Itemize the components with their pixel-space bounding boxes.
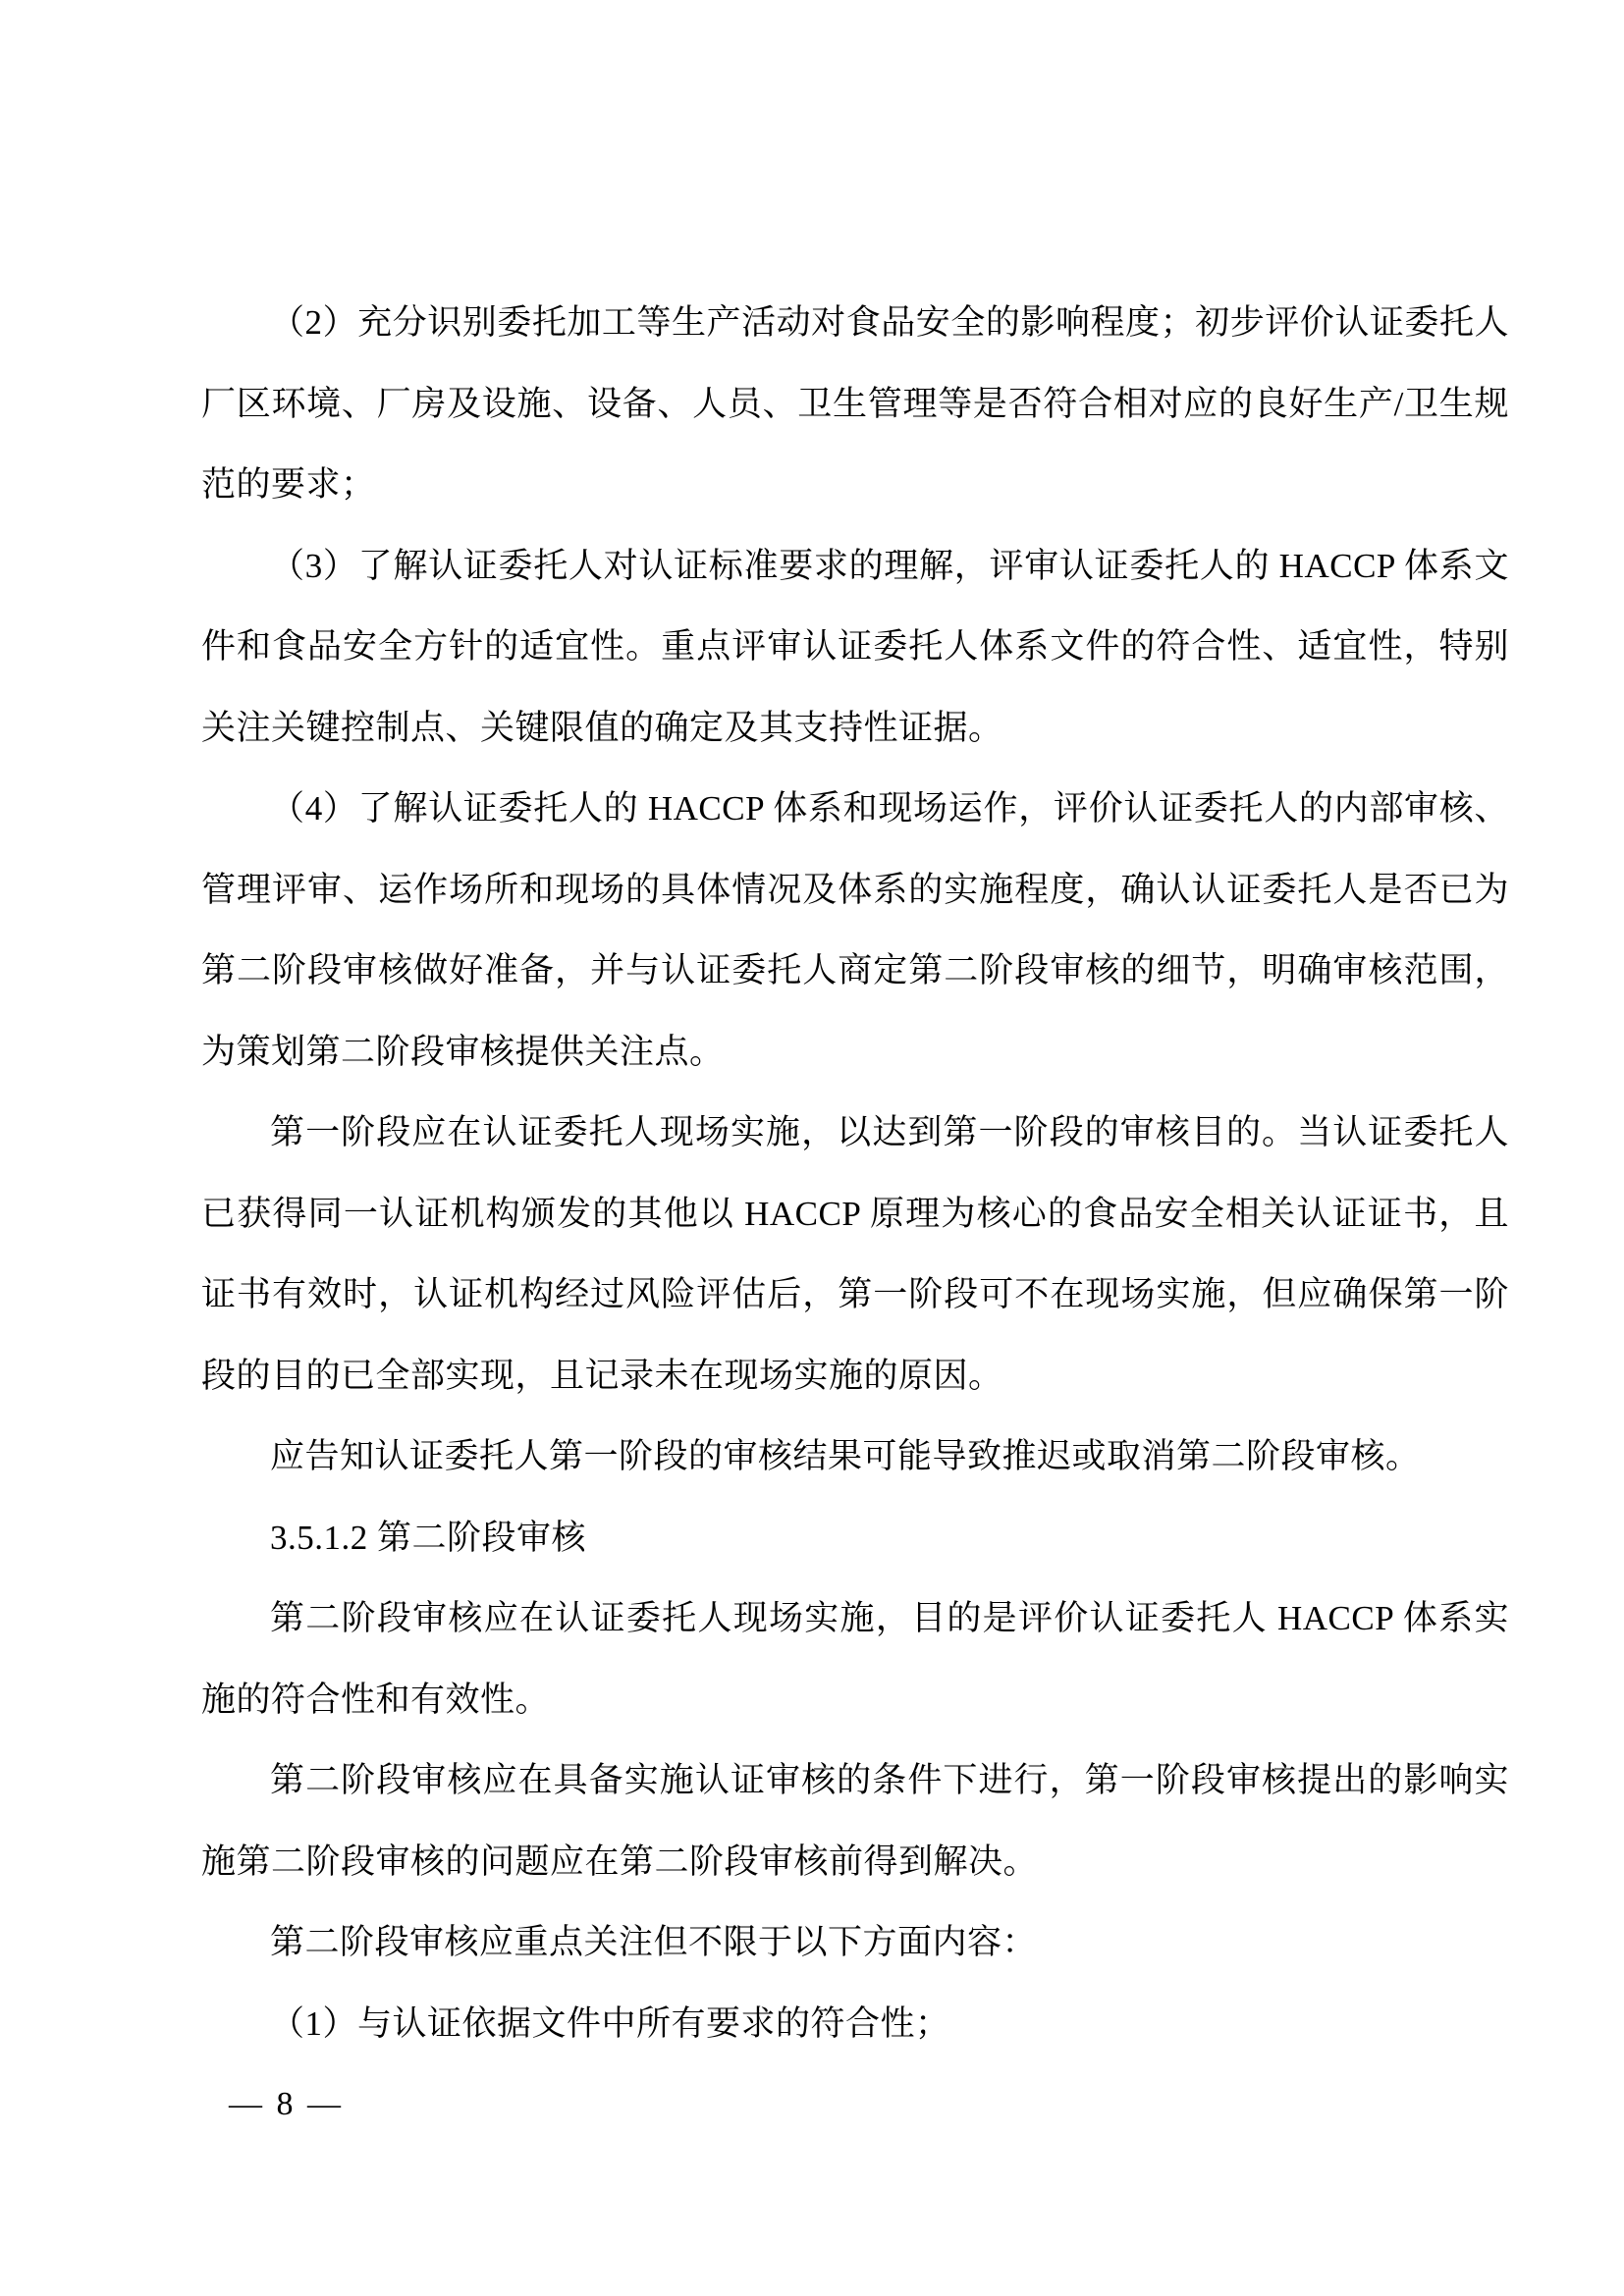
paragraph-item-3-haccp-documents: （3）了解认证委托人对认证标准要求的理解，评审认证委托人的 HACCP 体系文件和食品安全方针的适宜性。重点评审认证委托人体系文件的符合性、适宜性，特别关注关键控制点、关键限值的确定及其支持性证据。 bbox=[201, 546, 1509, 747]
page-number: — 8 — bbox=[229, 2086, 344, 2122]
paragraph-item-1-compliance: （1）与认证依据文件中所有要求的符合性； bbox=[270, 2003, 950, 2043]
paragraph-item-2-impact-assessment: （2）充分识别委托加工等生产活动对食品安全的影响程度；初步评价认证委托人厂区环境、厂房及设施、设备、人员、卫生管理等是否符合相对应的良好生产/卫生规范的要求； bbox=[201, 303, 1509, 504]
paragraph-stage2-focus-intro: 第二阶段审核应重点关注但不限于以下方面内容： bbox=[270, 1923, 1038, 1961]
paragraph-stage2-conditions: 第二阶段审核应在具备实施认证审核的条件下进行，第一阶段审核提出的影响实施第二阶段审核的问题应在第二阶段审核前得到解决。 bbox=[201, 1761, 1509, 1881]
paragraph-stage2-purpose: 第二阶段审核应在认证委托人现场实施，目的是评价认证委托人 HACCP 体系实施的符合性和有效性。 bbox=[201, 1599, 1509, 1719]
paragraph-item-4-onsite-operation: （4）了解认证委托人的 HACCP 体系和现场运作，评价认证委托人的内部审核、管理评审、运作场所和现场的具体情况及体系的实施程度，确认认证委托人是否已为第二阶段审核做好准备，并与认证委托人商定第二阶段审核的细节，明确审核范围，为策划第二阶段审核提供关注点。 bbox=[201, 789, 1509, 1071]
paragraph-stage1-result-notice: 应告知认证委托人第一阶段的审核结果可能导致推迟或取消第二阶段审核。 bbox=[270, 1437, 1421, 1475]
document-body bbox=[201, 283, 1509, 2064]
section-heading-3-5-1-2: 3.5.1.2 第二阶段审核 bbox=[270, 1518, 587, 1557]
paragraph-stage1-onsite-implementation: 第一阶段应在认证委托人现场实施，以达到第一阶段的审核目的。当认证委托人已获得同一认证机构颁发的其他以 HACCP 原理为核心的食品安全相关认证证书，且证书有效时，认证机构经过风险评估后，第一阶段可不在现场实施，但应确保第一阶段的目的已全部实现，且记录未在现场实施的原因。 bbox=[201, 1113, 1509, 1395]
